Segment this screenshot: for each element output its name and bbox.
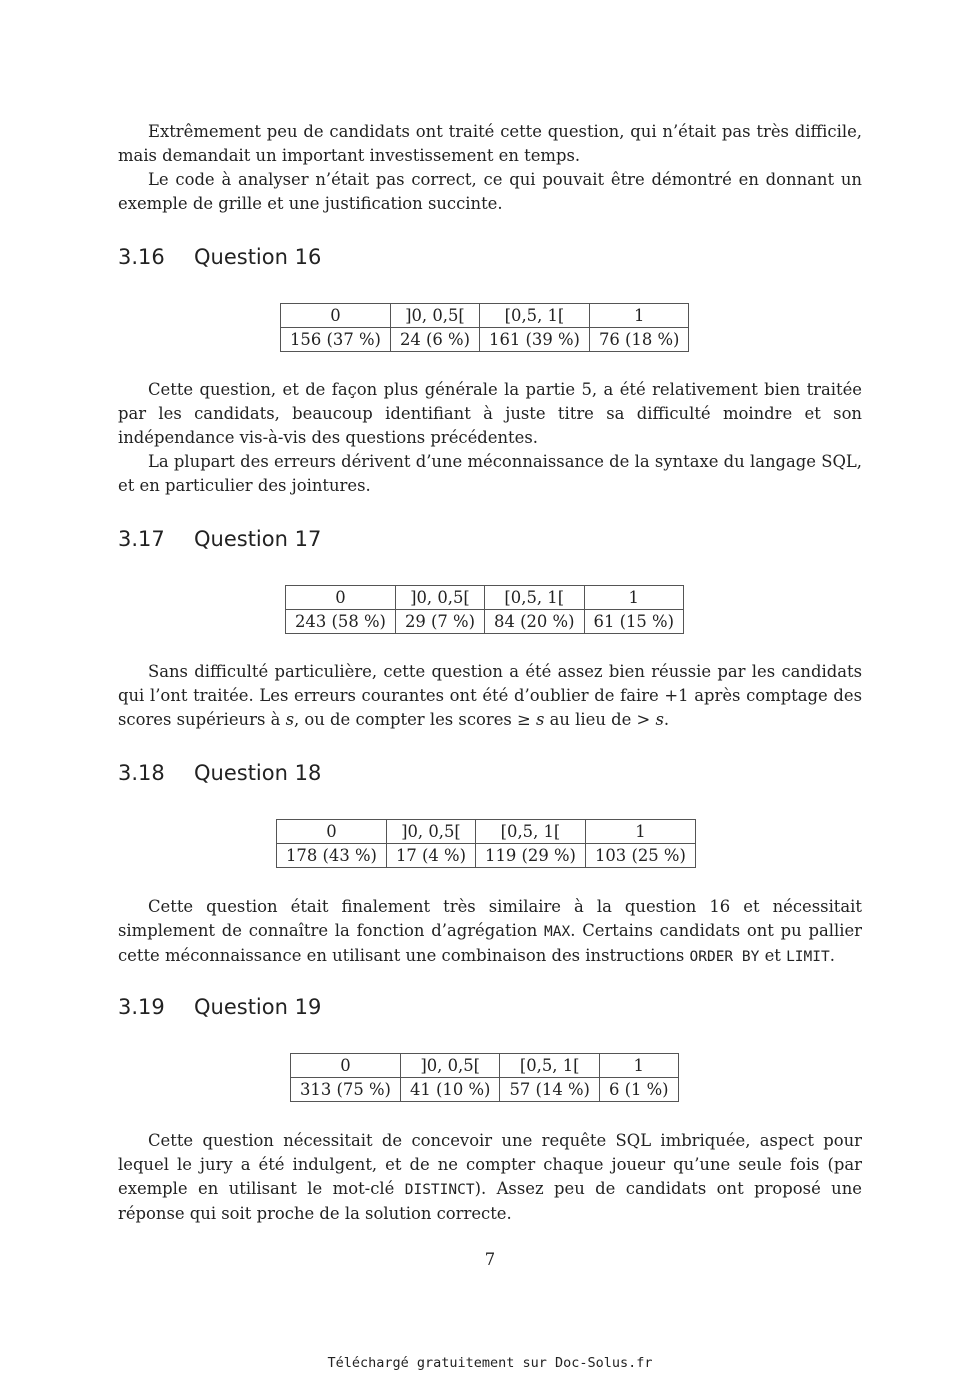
results-table-q16 xyxy=(280,303,689,352)
page-number: 7 xyxy=(484,1250,496,1269)
table-header-row: 0 ]0, 0,5[ [0,5, 1[ 1 xyxy=(277,820,696,844)
section-heading-3-16: 3.16 Question 16 xyxy=(118,245,322,269)
section-heading-3-19: 3.19 Question 19 xyxy=(118,995,322,1019)
q16-paragraph: Cette question, et de façon plus générale la partie 5, a été relativement bien traitée par les candidats, beaucoup identifiant à juste titre sa difficulté moindre et son indépendance vis-à-vis des questions précédentes. La plupart des erreurs dérivent d’une méconnaissance de la syntaxe du langage SQL, et en particulier des jointures. xyxy=(118,380,862,495)
table-header-row: 0 ]0, 0,5[ [0,5, 1[ 1 xyxy=(286,586,684,610)
results-table-q17 xyxy=(285,585,684,634)
table-header-row: 0 ]0, 0,5[ [0,5, 1[ 1 xyxy=(281,304,689,328)
table-row: 156 (37 %) 24 (6 %) 161 (39 %) 76 (18 %) xyxy=(281,328,689,352)
section-heading-3-17: 3.17 Question 17 xyxy=(118,527,322,551)
q17-paragraph: Sans difficulté particulière, cette question a été assez bien réussie par les candidats qui l’ont traitée. Les erreurs courantes ont été d’oublier de faire +1 après comptage des scores supérieurs à s, ou de compter les scores ≥ s au lieu de > s. xyxy=(118,662,862,729)
intro-p2: Le code à analyser n’était pas correct, ce qui pouvait être démontré en donnant un exemple de grille et une justification succinte. xyxy=(118,170,862,213)
table-header-row: 0 ]0, 0,5[ [0,5, 1[ 1 xyxy=(291,1054,679,1078)
table-row: 178 (43 %) 17 (4 %) 119 (29 %) 103 (25 %) xyxy=(277,844,696,868)
table-row: 243 (58 %) 29 (7 %) 84 (20 %) 61 (15 %) xyxy=(286,610,684,634)
results-table-q18 xyxy=(276,819,696,868)
q19-paragraph: Cette question nécessitait de concevoir une requête SQL imbriquée, aspect pour lequel le jury a été indulgent, et de ne compter chaque joueur qu’une seule fois (par exemple en utilisant le mot-clé DISTINCT). Assez peu de candidats ont proposé une réponse qui soit proche de la solution correcte. xyxy=(118,1131,862,1223)
table-row: 313 (75 %) 41 (10 %) 57 (14 %) 6 (1 %) xyxy=(291,1078,679,1102)
footer-download-note: Téléchargé gratuitement sur Doc-Solus.fr xyxy=(327,1355,653,1371)
q18-paragraph: Cette question était finalement très similaire à la question 16 et nécessitait simplement de connaître la fonction d’agrégation MAX. Certains candidats ont pu pallier cette méconnaissance en utilisant une combinaison des instructions ORDER BY et LIMIT. xyxy=(118,897,862,965)
results-table-q19 xyxy=(290,1053,679,1102)
section-heading-3-18: 3.18 Question 18 xyxy=(118,761,322,785)
intro-paragraph xyxy=(118,120,862,216)
intro-p1: Extrêmement peu de candidats ont traité cette question, qui n’était pas très difficile, mais demandait un important investissement en temps. xyxy=(118,122,862,165)
